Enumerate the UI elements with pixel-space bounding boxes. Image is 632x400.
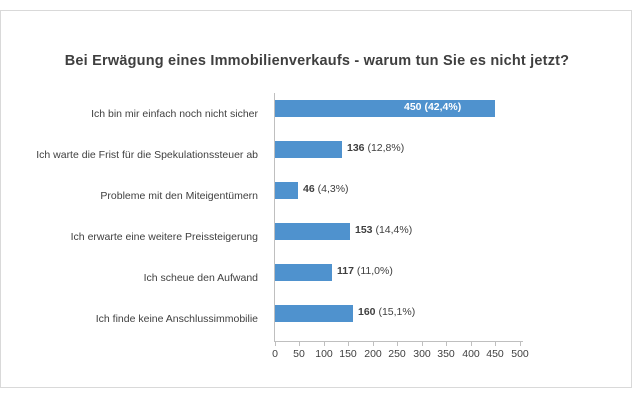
category-label: Ich warte die Frist für die Spekulationssteuer ab — [36, 149, 258, 161]
bar-2[interactable] — [275, 182, 298, 199]
category-axis-labels — [21, 93, 266, 341]
value-axis-line — [274, 93, 275, 341]
category-label: Probleme mit den Miteigentümern — [100, 190, 258, 202]
x-tick — [446, 342, 447, 346]
x-tick-label: 150 — [339, 348, 357, 360]
x-tick — [275, 342, 276, 346]
bar-3[interactable] — [275, 223, 350, 240]
chart-title: Bei Erwägung eines Immobilienverkaufs - warum tun Sie es nicht jetzt? — [64, 53, 570, 69]
category-label: Ich scheue den Aufwand — [143, 272, 258, 284]
x-tick — [348, 342, 349, 346]
x-tick-label: 450 — [486, 348, 504, 360]
x-tick-label: 500 — [511, 348, 529, 360]
x-tick-label: 250 — [388, 348, 406, 360]
bar-label-2: 46 (4,3%) — [303, 183, 349, 195]
bar-0[interactable] — [275, 100, 495, 117]
chart-plot-wrapper — [21, 93, 613, 363]
category-label: Ich erwarte eine weitere Preissteigerung — [70, 231, 258, 243]
category-axis-line — [274, 341, 523, 342]
x-tick-label: 200 — [364, 348, 382, 360]
x-tick — [495, 342, 496, 346]
bar-4[interactable] — [275, 264, 332, 281]
x-tick — [397, 342, 398, 346]
bar-label-3: 153 (14,4%) — [355, 224, 413, 236]
bar-label-0: 450 (42,4%) — [404, 101, 462, 113]
bar-label-4: 117 (11,0%) — [337, 265, 393, 277]
category-label: Ich finde keine Anschlussimmobilie — [95, 313, 258, 325]
x-tick-label: 50 — [293, 348, 305, 360]
plot-area — [272, 93, 529, 360]
x-tick — [520, 342, 521, 346]
bar-label-5: 160 (15,1%) — [358, 306, 416, 318]
bar-5[interactable] — [275, 305, 353, 322]
x-tick-label: 100 — [315, 348, 333, 360]
bar-1[interactable] — [275, 141, 342, 158]
x-tick — [471, 342, 472, 346]
x-tick — [373, 342, 374, 346]
x-tick — [299, 342, 300, 346]
x-tick-label: 400 — [462, 348, 480, 360]
x-tick — [422, 342, 423, 346]
category-label: Ich bin mir einfach noch nicht sicher — [91, 108, 258, 120]
x-tick-label: 300 — [413, 348, 431, 360]
x-tick-label: 0 — [272, 348, 278, 360]
chart-frame — [0, 10, 632, 388]
x-tick — [324, 342, 325, 346]
x-tick-label: 350 — [437, 348, 455, 360]
bar-label-1: 136 (12,8%) — [347, 142, 405, 154]
